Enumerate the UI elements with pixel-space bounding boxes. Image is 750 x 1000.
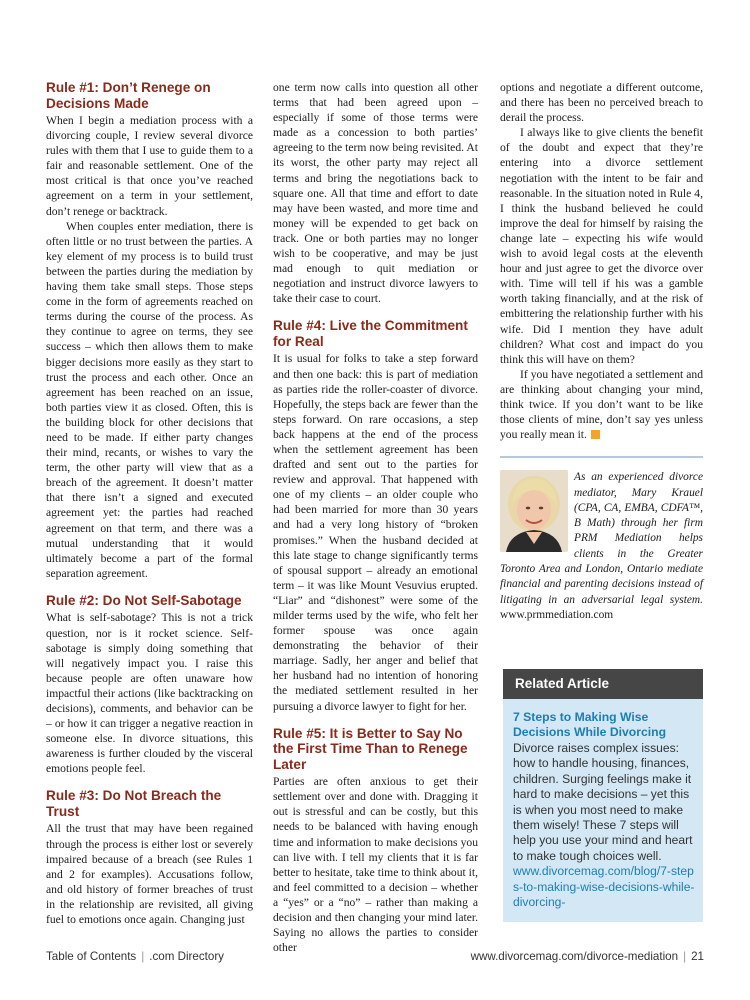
author-website-link[interactable]: www.prmmediation.com — [500, 608, 614, 621]
rule-3-paragraph-continued: one term now calls into question all other terms that had been agreed upon – especially if some of those terms were made as a concession to both parties’ agreeing to the term now being revisited. At its worst, the other party may reject all terms and bring the negotiations back to square one. All that time and effort to date may have been wasted, and more time and money will be expended to get back on track. One or both parties may no longer wish to be cooperative, and may be just mad enough to quit mediation or negotiation and instruct divorce lawyers to take their case to court. — [273, 81, 478, 306]
related-article-body — [503, 699, 703, 922]
rule-3-heading: Rule #3: Do Not Breach the Trust — [46, 788, 222, 819]
author-photo — [500, 470, 568, 552]
rule-2-paragraph: What is self-sabotage? This is not a trick question, nor is it rocket science. Self-sabotage is simply doing something that will negatively impact you. I raise this because people are often unaware how impactful their actions (like backtracking on decisions), comments, and behavior can be – or how it can trigger a negative reaction in someone else. In divorce situations, this awareness is further clouded by the visceral emotions people feel. — [46, 611, 253, 776]
conclusion-paragraph-2 — [500, 367, 703, 442]
author-bio — [500, 470, 703, 623]
rule-1-heading: Rule #1: Don’t Renege on Decisions Made — [46, 80, 211, 111]
related-article-box — [503, 669, 703, 922]
page-footer — [46, 950, 704, 970]
table-of-contents-link[interactable]: Table of Contents — [46, 950, 137, 963]
footer-url-link[interactable]: www.divorcemag.com/divorce-mediation — [470, 950, 679, 963]
page-number: 21 — [691, 950, 704, 963]
conclusion-paragraph-1: I always like to give clients the benefit of the doubt and expect that they’re entering into a divorce settlement negotiation with the intent to be fair and reasonable. In the situation noted in Rule 4, I think the husband believed he could improve the deal for himself by raising the change late – expecting his wife would wish to avoid legal costs at the eleventh hour and just agree to get the divorce over with. Time will tell if his was a gamble worth taking financially, and at the risk of embittering the relationship further with his wife. Did I mention they have adult children? What cost and impact do you think this will have on them? — [500, 126, 703, 366]
related-article-title[interactable]: 7 Steps to Making Wise Decisions While Divorcing — [513, 710, 667, 739]
rule-3-paragraph: All the trust that may have been regained through the process is either lost or severely impaired because of a breach (see Rules 1 and 2 for examples). Accusations follow, and old history of former breaches of trust in the relationship are revisited, all giving fuel to emotions once again. Changing just — [46, 822, 253, 926]
article-column-3 — [500, 80, 703, 623]
rule-4-paragraph: It is usual for folks to take a step forward and then one back: this is part of mediation as parties ride the roller-coaster of divorce. Hopefully, the steps back are fewer than the steps forward. On rare occasions, a step back happens at the end of the process when the settlement agreement has been drafted and sent out to the parties for review and approval. That happened with one of my clients – an older couple who had been married for more than 30 years and had a very long history of “broken promises.” When the husband decided at this late stage to change significantly terms of spousal support – already an emotional term – it was like Mount Vesuvius erupted. “Liar” and “dishonest” were some of the milder terms used by the wife, who felt her former spouse was once again demonstrating the behavior of their marriage. Sadly, her anger and belief that her husband had no intention of honoring the mediated settlement resulted in her pursuing a divorce lawyer to fight for her. — [273, 352, 478, 713]
rule-5-paragraph: Parties are often anxious to get their settlement over and done with. Dragging it out is stressful and can be costly, but this needs to be balanced with having enough time and information to make decisions you can live with. I tell my clients that it is far better to hesitate, take time to think about it, and feel committed to a decision – whether a “yes” or a “no” – rather than making a decision and then changing your mind later. Saying no allows the parties to consider other — [273, 775, 478, 955]
rule-5-heading: Rule #5: It is Better to Say No the First Time Than to Renege Later — [273, 725, 468, 772]
author-bio-text: As an experienced divorce mediator, Mary Krauel (CPA, CA, EMBA, CDFA™, B Math) through her firm PRM Mediation helps clients in the Greater Toronto Area and London, Ontario mediate financial and parenting decisions instead of litigating in an adversarial legal system. — [500, 471, 703, 606]
rule-5-paragraph-continued: options and negotiate a different outcome, and there has been no perceived breach to derail the process. — [500, 81, 703, 125]
footer-page-divider: | — [683, 950, 687, 963]
author-portrait-icon — [500, 470, 568, 552]
rule-4-heading: Rule #4: Live the Commitment for Real — [273, 318, 468, 349]
article-column-1 — [46, 80, 253, 927]
footer-nav — [46, 950, 224, 963]
com-directory-link[interactable]: .com Directory — [149, 950, 224, 963]
footer-divider: | — [141, 950, 145, 963]
bio-divider — [500, 456, 703, 458]
conclusion-text: If you have negotiated a settlement and are thinking about changing your mind, think twice. If you don’t want to be like those clients of mine, don’t say yes unless you really mean it. — [500, 367, 703, 442]
end-of-article-mark-icon — [591, 430, 600, 439]
rule-1-paragraph-1: When I begin a mediation process with a divorcing couple, I review several divorce rules with them that I use to guide them to a fair and reasonable settlement. One of the most critical is that once you’ve reached agreement on a term in your settlement, don’t renege or backtrack. — [46, 114, 253, 218]
article-column-2 — [273, 80, 478, 955]
related-article-link[interactable]: www.divorcemag.com/blog/7-steps-to-making-wise-decisions-while-divorcing- — [513, 864, 695, 910]
related-article-summary: Divorce raises complex issues: how to handle housing, finances, children. Surging feelings make it hard to make decisions – yet this is when you most need to make them wisely! These 7 steps will help you use your mind and heart to make tough choices well. — [513, 741, 693, 863]
rule-1-paragraph-2: When couples enter mediation, there is often little or no trust between the parties. A key element of my process is to build trust between the parties during the mediation by having them take small steps. Those steps come in the form of agreements reached on terms during the course of the process. As they continue to agree on terms, they see success – which then allows them to make bigger decisions more easily as they start to trust the process and each other. Once an agreement has been reached on an issue, both parties view it as closed. Often, this is the building block for other decisions that need to be made. If either party changes their mind, recants, or wishes to vary the term, the other party will view that as a breach of the agreement. It doesn’t matter that there isn’t a signed and executed agreement yet: the parties had reached agreement on that term, and there was a mutual understanding that it would ultimately become a part of the formal separation agreement. — [46, 219, 253, 580]
footer-right — [471, 950, 704, 963]
related-article-heading: Related Article — [503, 669, 703, 699]
rule-2-heading: Rule #2: Do Not Self-Sabotage — [46, 592, 242, 608]
